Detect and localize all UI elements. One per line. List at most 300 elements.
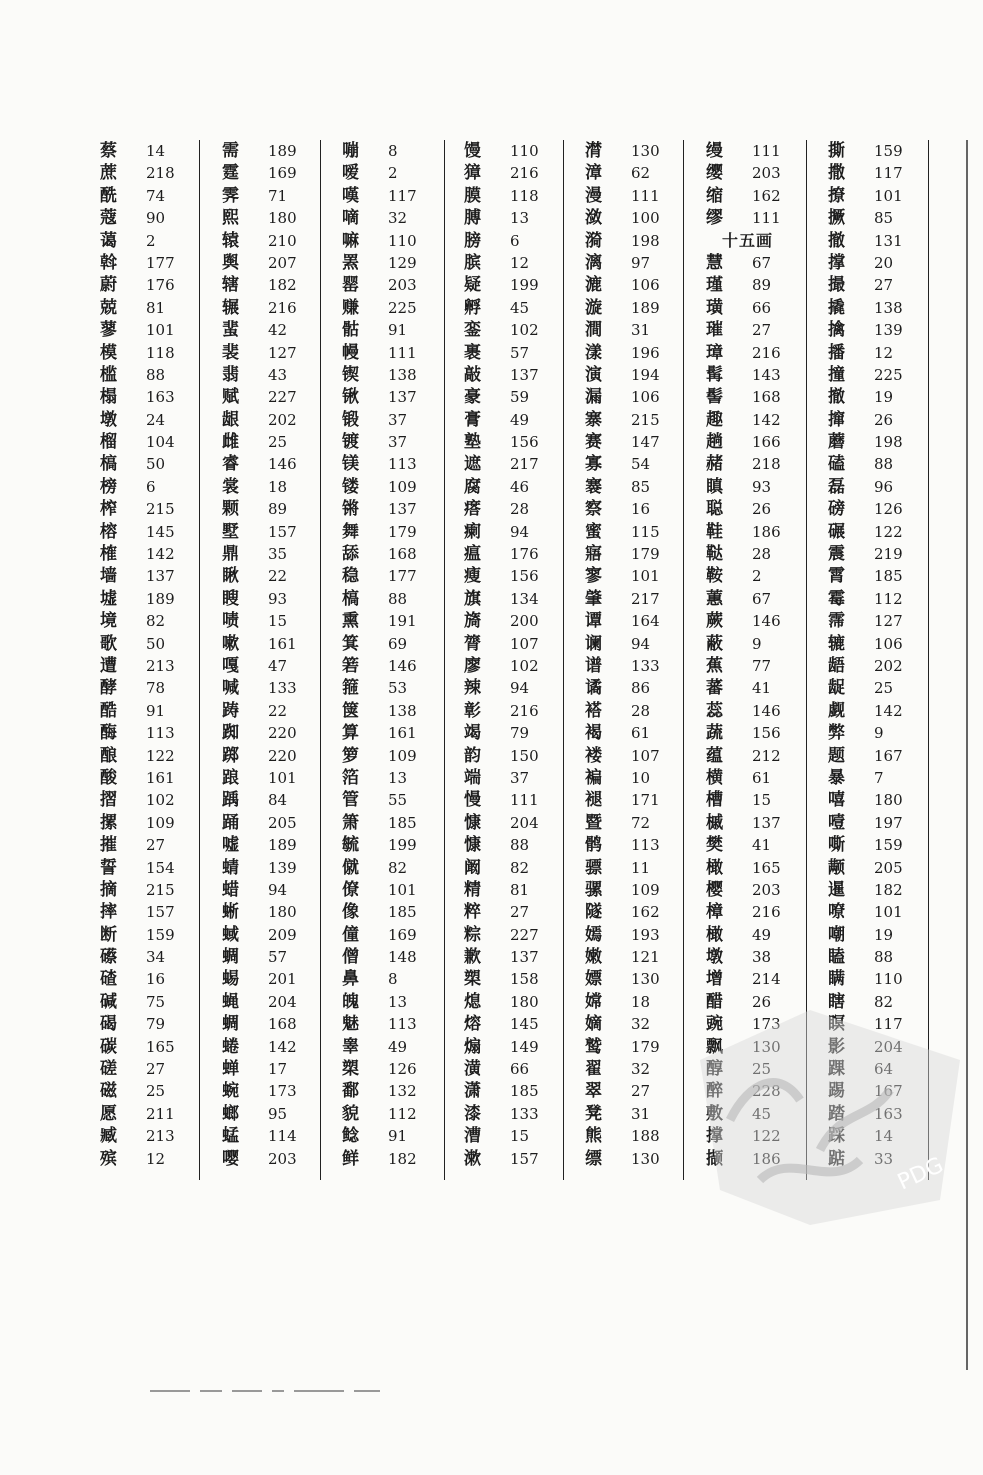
- page-number: 161: [146, 768, 175, 787]
- page-number: 19: [874, 925, 894, 944]
- index-character: 觑: [828, 700, 845, 721]
- index-character: 醇: [706, 1059, 723, 1080]
- page-number: 198: [874, 433, 903, 452]
- page-number: 12: [874, 343, 894, 362]
- index-character: 摞: [100, 812, 117, 833]
- index-character: 龈: [222, 409, 239, 430]
- page-number: 101: [631, 567, 660, 586]
- index-character: 鞑: [706, 544, 723, 565]
- page-number: 167: [874, 1082, 903, 1101]
- page-number: 62: [631, 164, 651, 183]
- page-number: 110: [874, 970, 903, 989]
- page-number: 180: [268, 903, 297, 922]
- index-character: 獐: [464, 163, 481, 184]
- page-number: 220: [268, 746, 297, 765]
- index-character: 锹: [342, 387, 359, 408]
- index-character: 模: [100, 342, 117, 363]
- index-character: 蜿: [222, 1081, 239, 1102]
- index-character: 煽: [464, 1036, 481, 1057]
- index-character: 橄: [706, 857, 723, 878]
- index-character: 慢: [464, 790, 481, 811]
- footer-marks: [150, 1380, 450, 1392]
- index-entry: [706, 879, 781, 901]
- index-character: 墟: [100, 588, 117, 609]
- index-character: 谱: [585, 655, 602, 676]
- index-character: 谭: [585, 611, 602, 632]
- page-number: 177: [146, 253, 175, 272]
- index-character: 漓: [585, 252, 602, 273]
- page-number: 193: [631, 925, 660, 944]
- index-character: 膑: [464, 252, 481, 273]
- index-character: 摺: [100, 790, 117, 811]
- index-character: 撑: [828, 252, 845, 273]
- index-character: 瘦: [464, 566, 481, 587]
- page-number: 207: [268, 253, 297, 272]
- index-character: 需: [222, 141, 239, 161]
- index-character: 彰: [464, 700, 481, 721]
- page-number: 27: [874, 276, 894, 295]
- page-number: 78: [146, 679, 166, 698]
- page-number: 154: [146, 858, 175, 877]
- page-number: 109: [388, 746, 417, 765]
- index-character: 蓼: [100, 320, 117, 341]
- index-character: 酷: [100, 700, 117, 721]
- index-character: 蜴: [222, 969, 239, 990]
- page-number: 27: [752, 321, 772, 340]
- page-number: 204: [268, 992, 297, 1011]
- page-number: 173: [268, 1082, 297, 1101]
- page-number: 179: [631, 545, 660, 564]
- index-character: 暴: [828, 767, 845, 788]
- index-character: 踟: [222, 723, 239, 744]
- index-character: 辘: [828, 633, 845, 654]
- index-character: 隧: [585, 902, 602, 923]
- page-number: 64: [874, 1060, 894, 1079]
- page-number: 27: [510, 903, 530, 922]
- index-character: 慧: [706, 252, 723, 273]
- page-number: 19: [874, 388, 894, 407]
- index-character: 歌: [100, 633, 117, 654]
- index-character: 像: [342, 902, 359, 923]
- index-character: 榻: [100, 387, 117, 408]
- index-character: 漉: [585, 275, 602, 296]
- page-number: 102: [510, 656, 539, 675]
- page-number: 101: [146, 321, 175, 340]
- index-character: 褪: [585, 790, 602, 811]
- page-number: 18: [631, 992, 651, 1011]
- page-number: 12: [146, 1149, 166, 1168]
- index-character: 膜: [464, 185, 481, 206]
- index-character: 撑: [706, 1126, 723, 1147]
- page-number: 71: [268, 186, 288, 205]
- page-number: 169: [268, 164, 297, 183]
- page-number: 138: [874, 298, 903, 317]
- index-character: 墩: [706, 947, 723, 968]
- index-character: 赚: [342, 297, 359, 318]
- page-number: 122: [752, 1127, 781, 1146]
- index-character: 睾: [342, 1036, 359, 1057]
- index-entry: [706, 453, 781, 475]
- page-number: 17: [268, 1060, 288, 1079]
- index-character: 霄: [828, 566, 845, 587]
- index-character: 蜢: [222, 1126, 239, 1147]
- index-entry: [706, 655, 773, 677]
- index-character: 嘲: [828, 924, 845, 945]
- index-character: 嘛: [342, 230, 359, 251]
- index-character: 幔: [342, 342, 359, 363]
- index-character: 摔: [100, 902, 117, 923]
- index-character: 璜: [706, 297, 723, 318]
- index-character: 嘤: [222, 1148, 239, 1169]
- page-number: 203: [752, 164, 781, 183]
- page-number: 93: [752, 477, 772, 496]
- page-number: 133: [510, 1104, 539, 1123]
- index-character: 璋: [706, 342, 723, 363]
- page-number: 225: [388, 298, 417, 317]
- index-entry: [706, 274, 773, 296]
- page-number: 112: [388, 1104, 417, 1123]
- index-character: 碾: [828, 521, 845, 542]
- page-number: 122: [874, 522, 903, 541]
- page-number: 118: [510, 186, 539, 205]
- index-character: 弊: [828, 723, 845, 744]
- index-character: 撤: [828, 230, 845, 251]
- index-character: 熏: [342, 611, 359, 632]
- page-number: 25: [146, 1082, 166, 1101]
- index-character: 裹: [464, 342, 481, 363]
- index-character: 腐: [464, 476, 481, 497]
- index-character: 漆: [464, 1103, 481, 1124]
- index-entry: [706, 834, 773, 856]
- page-number: 6: [510, 231, 520, 250]
- page-number: 45: [752, 1104, 772, 1123]
- page-number: 50: [146, 455, 166, 474]
- index-entry: [706, 722, 781, 744]
- page-number: 161: [268, 634, 297, 653]
- page-number: 96: [874, 477, 894, 496]
- page-number: 177: [388, 567, 417, 586]
- index-character: 骡: [585, 879, 602, 900]
- index-character: 瘟: [464, 544, 481, 565]
- page-number: 107: [631, 746, 660, 765]
- index-character: 啧: [222, 611, 239, 632]
- index-character: 蕴: [706, 745, 723, 766]
- page-number: 227: [268, 388, 297, 407]
- index-entry: [706, 1036, 781, 1058]
- index-character: 酿: [100, 745, 117, 766]
- page-number: 122: [146, 746, 175, 765]
- index-character: 缪: [706, 208, 723, 229]
- index-character: 赭: [706, 454, 723, 475]
- page-number: 9: [874, 724, 884, 743]
- page-number: 101: [874, 903, 903, 922]
- page-number: 95: [268, 1104, 288, 1123]
- page-number: 24: [146, 410, 166, 429]
- page-number: 26: [752, 500, 772, 519]
- column-divider: [683, 140, 684, 1180]
- page-number: 16: [146, 970, 166, 989]
- page-number: 176: [510, 545, 539, 564]
- index-character: 蜥: [222, 902, 239, 923]
- index-character: 橄: [706, 924, 723, 945]
- page-number: 202: [874, 656, 903, 675]
- index-entry: [706, 297, 773, 319]
- page-number: 37: [388, 433, 408, 452]
- index-character: 箧: [342, 700, 359, 721]
- page-number: 113: [146, 724, 175, 743]
- index-entry: [706, 924, 773, 946]
- index-character: 摘: [100, 879, 117, 900]
- index-character: 颟: [828, 857, 845, 878]
- page-number: 118: [146, 343, 175, 362]
- index-character: 龉: [828, 655, 845, 676]
- page-number: 189: [268, 142, 297, 160]
- index-character: 箔: [342, 767, 359, 788]
- page-number: 14: [146, 142, 166, 160]
- page-number: 126: [874, 500, 903, 519]
- page-number: 31: [631, 321, 651, 340]
- index-entry: [706, 901, 781, 923]
- index-character: 横: [706, 767, 723, 788]
- page-number: 93: [268, 589, 288, 608]
- index-character: 槊: [464, 969, 481, 990]
- page-number: 212: [752, 746, 781, 765]
- index-character: 飘: [706, 1036, 723, 1057]
- index-character: 榷: [100, 544, 117, 565]
- page-number: 34: [146, 948, 166, 967]
- page-number: 15: [752, 791, 772, 810]
- page-number: 132: [388, 1082, 417, 1101]
- page-number: 26: [874, 410, 894, 429]
- page-number: 210: [268, 231, 297, 250]
- page-number: 228: [752, 1082, 781, 1101]
- index-character: 豌: [706, 1014, 723, 1035]
- index-character: 髯: [706, 364, 723, 385]
- index-entry: [706, 543, 773, 565]
- page-number: 61: [631, 724, 651, 743]
- page-number: 55: [388, 791, 408, 810]
- page-number: 7: [874, 768, 884, 787]
- page-number: 81: [146, 298, 166, 317]
- index-character: 潋: [585, 208, 602, 229]
- index-entry: [706, 1080, 781, 1102]
- watermark-text: PDG: [893, 1152, 948, 1196]
- page-number: 215: [146, 500, 175, 519]
- page-number: 188: [631, 1127, 660, 1146]
- index-character: 碴: [100, 969, 117, 990]
- index-character: 蝇: [222, 991, 239, 1012]
- index-character: 蔗: [100, 163, 117, 184]
- page-number: 25: [752, 1060, 772, 1079]
- index-entry: [706, 409, 781, 431]
- index-character: 睿: [222, 454, 239, 475]
- page-number: 147: [631, 433, 660, 452]
- page-number: 82: [146, 612, 166, 631]
- page-number: 13: [510, 209, 530, 228]
- index-entry: [706, 767, 773, 789]
- index-character: 蔬: [706, 723, 723, 744]
- page-number: 28: [510, 500, 530, 519]
- index-character: 蔚: [100, 275, 117, 296]
- index-character: 褡: [585, 700, 602, 721]
- index-character: 榨: [100, 499, 117, 520]
- page-number: 113: [631, 836, 660, 855]
- index-character: 缥: [585, 1148, 602, 1169]
- index-character: 蜩: [222, 947, 239, 968]
- page-number: 168: [752, 388, 781, 407]
- index-entry: [706, 789, 773, 811]
- page-number: 199: [388, 836, 417, 855]
- index-character: 嘀: [342, 208, 359, 229]
- page-number: 142: [146, 545, 175, 564]
- page-number: 216: [752, 903, 781, 922]
- page-number: 11: [631, 858, 651, 877]
- index-character: 槁: [342, 588, 359, 609]
- index-character: 撺: [828, 409, 845, 430]
- index-character: 磅: [828, 499, 845, 520]
- page-number: 133: [631, 656, 660, 675]
- page-number: 214: [752, 970, 781, 989]
- page-number: 139: [268, 858, 297, 877]
- page-number: 194: [631, 365, 660, 384]
- page-number: 45: [510, 298, 530, 317]
- index-character: 槭: [706, 812, 723, 833]
- index-character: 瘌: [464, 521, 481, 542]
- index-character: 磋: [100, 1059, 117, 1080]
- page-number: 49: [752, 925, 772, 944]
- index-entry: [706, 1148, 781, 1170]
- index-character: 碳: [100, 1036, 117, 1057]
- index-character: 端: [464, 767, 481, 788]
- index-entry: [706, 677, 773, 699]
- index-character: 磁: [100, 1081, 117, 1102]
- index-character: 辣: [464, 678, 481, 699]
- index-character: 斡: [100, 252, 117, 273]
- page-number: 26: [752, 992, 772, 1011]
- page-number: 41: [752, 679, 772, 698]
- page-number: 37: [510, 768, 530, 787]
- page-number: 162: [752, 186, 781, 205]
- index-character: 蜡: [222, 879, 239, 900]
- index-character: 墙: [100, 566, 117, 587]
- index-character: 僧: [342, 947, 359, 968]
- index-character: 瞍: [222, 588, 239, 609]
- index-character: 蕊: [706, 700, 723, 721]
- page-number: 89: [268, 500, 288, 519]
- index-character: 槽: [706, 790, 723, 811]
- page-number: 217: [631, 589, 660, 608]
- index-character: 踝: [828, 1059, 845, 1080]
- index-character: 翠: [585, 1081, 602, 1102]
- page-number: 6: [146, 477, 156, 496]
- index-character: 蕨: [706, 611, 723, 632]
- page-number: 150: [510, 746, 539, 765]
- index-entry: [706, 162, 781, 184]
- index-character: 踽: [222, 790, 239, 811]
- page-number: 61: [752, 768, 772, 787]
- page-number: 112: [874, 589, 903, 608]
- index-character: 缩: [706, 185, 723, 206]
- page-number: 117: [874, 1015, 903, 1034]
- page-number: 111: [752, 142, 781, 160]
- index-character: 增: [706, 969, 723, 990]
- index-entry: [706, 185, 781, 207]
- index-character: 嗽: [222, 633, 239, 654]
- page-number: 200: [510, 612, 539, 631]
- page-number: 32: [631, 1060, 651, 1079]
- index-character: 嗳: [342, 163, 359, 184]
- page-number: 109: [631, 880, 660, 899]
- page-number: 97: [631, 253, 651, 272]
- page-number: 101: [268, 768, 297, 787]
- page-number: 168: [388, 545, 417, 564]
- page-number: 15: [510, 1127, 530, 1146]
- page-number: 85: [874, 209, 894, 228]
- page-number: 106: [874, 634, 903, 653]
- index-character: 擒: [828, 320, 845, 341]
- index-character: 兢: [100, 297, 117, 318]
- page-number: 164: [631, 612, 660, 631]
- page-number: 25: [874, 679, 894, 698]
- index-character: 阚: [464, 857, 481, 878]
- index-character: 孵: [464, 297, 481, 318]
- index-character: 凳: [585, 1103, 602, 1124]
- index-character: 锻: [342, 409, 359, 430]
- page-number: 27: [146, 1060, 166, 1079]
- index-character: 蔻: [100, 208, 117, 229]
- page-number: 156: [752, 724, 781, 743]
- index-character: 喊: [222, 678, 239, 699]
- page-number: 66: [510, 1060, 530, 1079]
- page-number: 143: [752, 365, 781, 384]
- index-character: 蕙: [706, 588, 723, 609]
- index-entry: [706, 565, 773, 587]
- index-entry: [706, 207, 781, 229]
- index-character: 霁: [222, 185, 239, 206]
- page-number: 130: [752, 1037, 781, 1056]
- index-character: 醉: [706, 1081, 723, 1102]
- page-number: 198: [631, 231, 660, 250]
- index-character: 嘣: [342, 141, 359, 161]
- index-entry: [706, 140, 781, 162]
- page-number: 66: [752, 298, 772, 317]
- page-number: 69: [388, 634, 408, 653]
- page-number: 165: [146, 1037, 175, 1056]
- page-number: 142: [874, 701, 903, 720]
- page-number: 189: [268, 836, 297, 855]
- column-divider: [806, 140, 807, 1180]
- index-character: 箍: [342, 678, 359, 699]
- index-character: 潢: [464, 1059, 481, 1080]
- index-character: 辕: [222, 230, 239, 251]
- index-character: 樟: [706, 902, 723, 923]
- page-number: 88: [510, 836, 530, 855]
- index-character: 髻: [706, 387, 723, 408]
- page-number: 189: [631, 298, 660, 317]
- index-character: 鼎: [222, 544, 239, 565]
- index-character: 瞒: [828, 969, 845, 990]
- index-character: 趟: [706, 432, 723, 453]
- page-number: 102: [510, 321, 539, 340]
- index-character: 舞: [342, 521, 359, 542]
- page-number: 111: [388, 343, 417, 362]
- index-character: 龊: [828, 678, 845, 699]
- index-entry: [706, 386, 781, 408]
- page-number: 15: [268, 612, 288, 631]
- index-character: 褛: [585, 745, 602, 766]
- index-character: 鄱: [342, 1081, 359, 1102]
- page-number: 204: [510, 813, 539, 832]
